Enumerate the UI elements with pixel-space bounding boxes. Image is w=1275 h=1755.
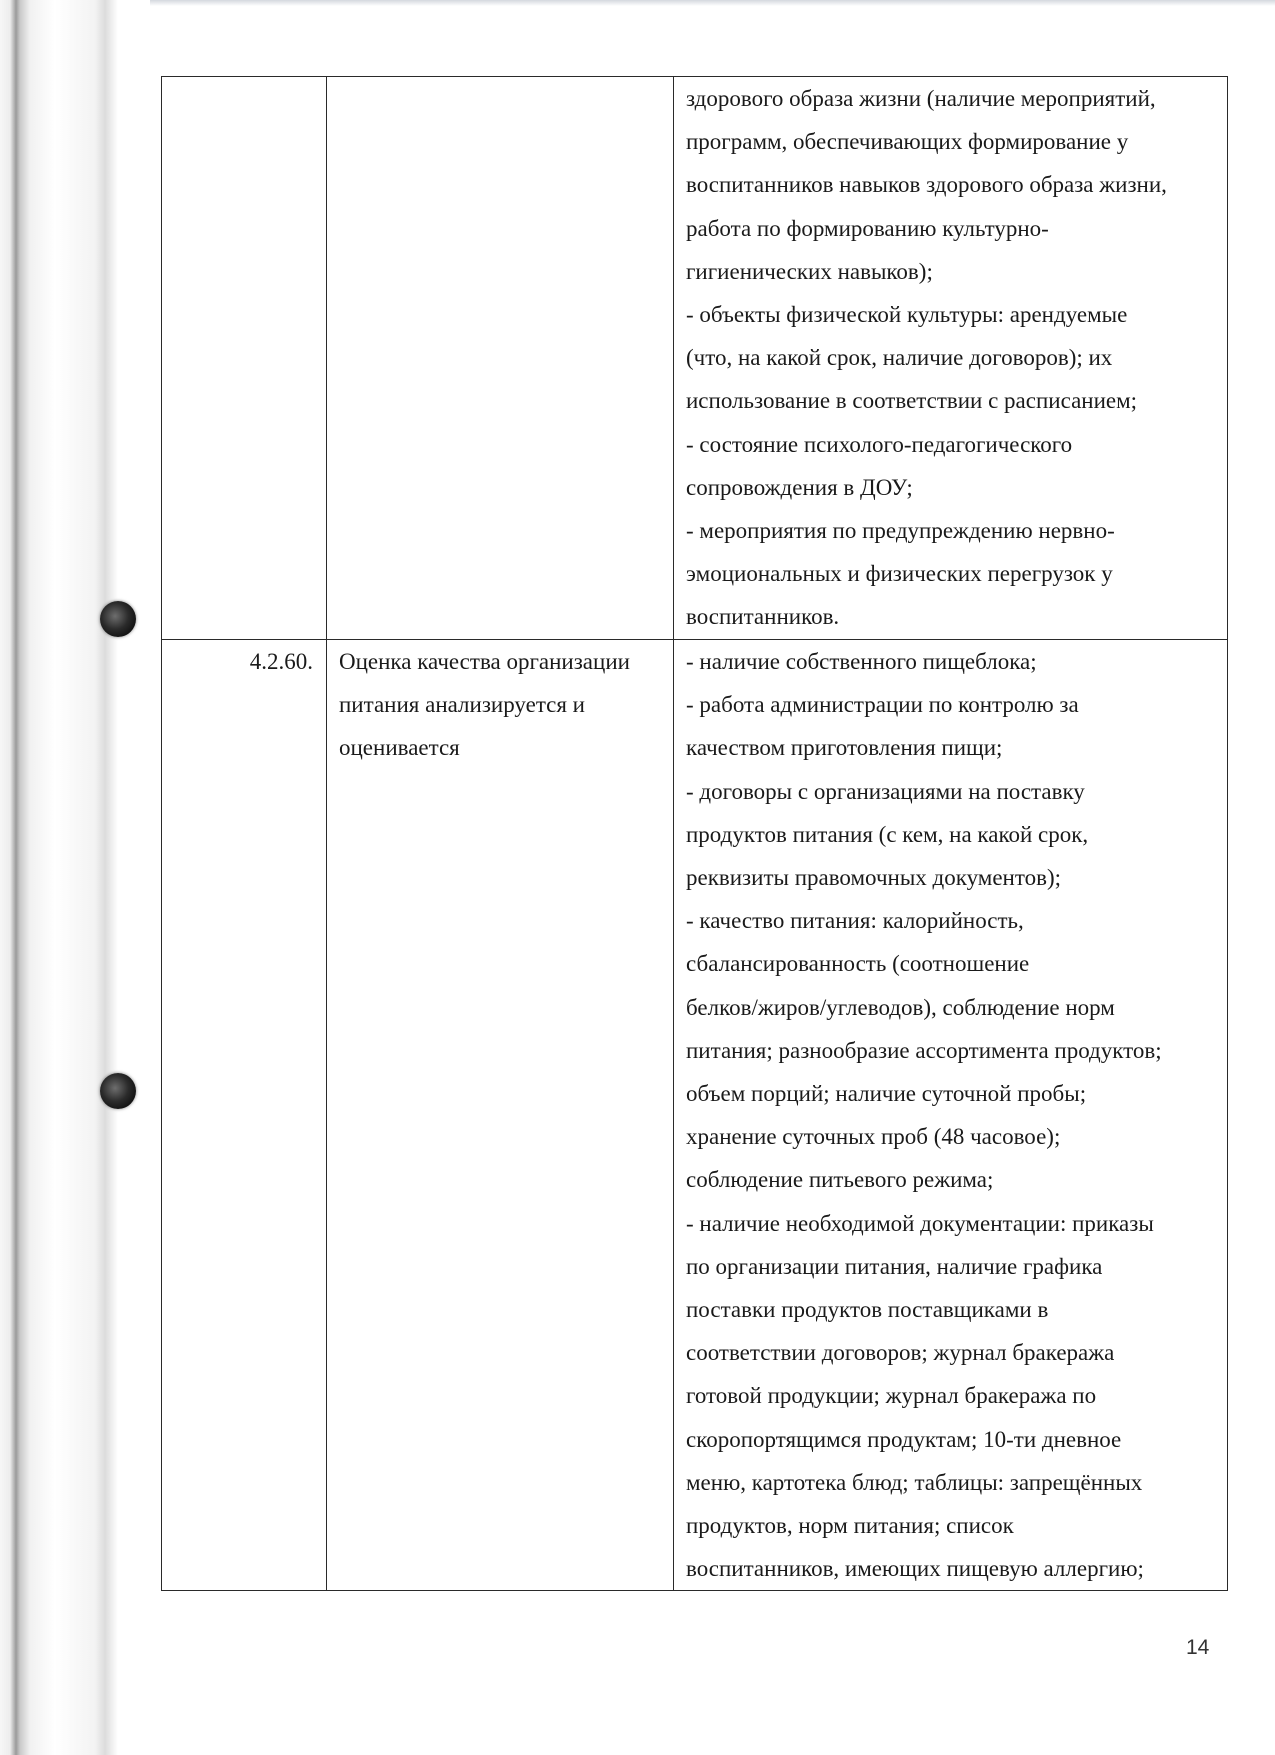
criterion-cell (327, 640, 674, 1591)
scan-top-shade (150, 0, 1275, 6)
details-line: - работа администрации по контролю за (686, 692, 1079, 718)
criteria-table (161, 76, 1228, 1591)
details-line: воспитанников. (686, 604, 840, 630)
details-line: гигиенических навыков); (686, 258, 933, 284)
details-line: сбалансированность (соотношение (686, 951, 1030, 977)
page-number: 14 (1186, 1636, 1210, 1659)
details-line: программ, обеспечивающих формирование у (686, 129, 1129, 155)
details-line: реквизиты правомочных документов); (686, 865, 1061, 891)
table-row (162, 640, 1228, 1591)
binder-hole-top (100, 601, 136, 637)
details-line: соответствии договоров; журнал бракеража (686, 1340, 1115, 1366)
row-number-cell (162, 77, 327, 640)
details-line: - качество питания: калорийность, (686, 908, 1024, 934)
details-line: соблюдение питьевого режима; (686, 1167, 994, 1193)
details-line: (что, на какой срок, наличие договоров); их (686, 345, 1113, 371)
table-row (162, 77, 1228, 640)
details-line: меню, картотека блюд; таблицы: запрещённых (686, 1469, 1143, 1495)
criterion-line: оценивается (339, 735, 460, 761)
details-line: воспитанников, имеющих пищевую аллергию; (686, 1556, 1144, 1582)
details-line: качеством приготовления пищи; (686, 735, 1003, 761)
details-line: белков/жиров/углеводов), соблюдение норм (686, 994, 1115, 1020)
binder-hole-bottom (100, 1073, 136, 1109)
details-line: - объекты физической культуры: арендуемые (686, 302, 1128, 328)
details-line: воспитанников навыков здорового образа жизни, (686, 172, 1167, 198)
details-line: поставки продуктов поставщиками в (686, 1297, 1049, 1323)
details-line: здорового образа жизни (наличие мероприятий, (686, 86, 1156, 111)
criterion-line: питания анализируется и (339, 692, 585, 718)
details-line: - наличие собственного пищеблока; (686, 649, 1037, 674)
details-line: работа по формированию культурно- (686, 215, 1049, 241)
details-line: скоропортящимся продуктам; 10-ти дневное (686, 1426, 1122, 1452)
row-number: 4.2.60. (249, 649, 313, 674)
details-line: - наличие необходимой документации: приказы (686, 1210, 1154, 1236)
details-line: продуктов питания (с кем, на какой срок, (686, 821, 1089, 847)
row-number-cell (162, 640, 327, 1591)
criterion-line: Оценка качества организации (339, 649, 630, 674)
criterion-cell (327, 77, 674, 640)
details-line: эмоциональных и физических перегрузок у (686, 561, 1113, 587)
details-line: - договоры с организациями на поставку (686, 778, 1085, 804)
details-line: сопровождения в ДОУ; (686, 474, 913, 500)
details-cell (674, 640, 1228, 1591)
binder-edge (0, 0, 150, 1755)
details-line: готовой продукции; журнал бракеража по (686, 1383, 1097, 1409)
details-line: - состояние психолого-педагогического (686, 431, 1073, 457)
details-line: - мероприятия по предупреждению нервно- (686, 518, 1115, 544)
details-line: объем порций; наличие суточной пробы; (686, 1081, 1087, 1107)
details-line: хранение суточных проб (48 часовое); (686, 1124, 1061, 1150)
details-line: продуктов, норм питания; список (686, 1513, 1014, 1539)
details-cell (674, 77, 1228, 640)
details-line: использование в соответствии с расписанием; (686, 388, 1138, 414)
details-line: по организации питания, наличие графика (686, 1253, 1103, 1279)
details-line: питания; разнообразие ассортимента продуктов; (686, 1037, 1162, 1063)
